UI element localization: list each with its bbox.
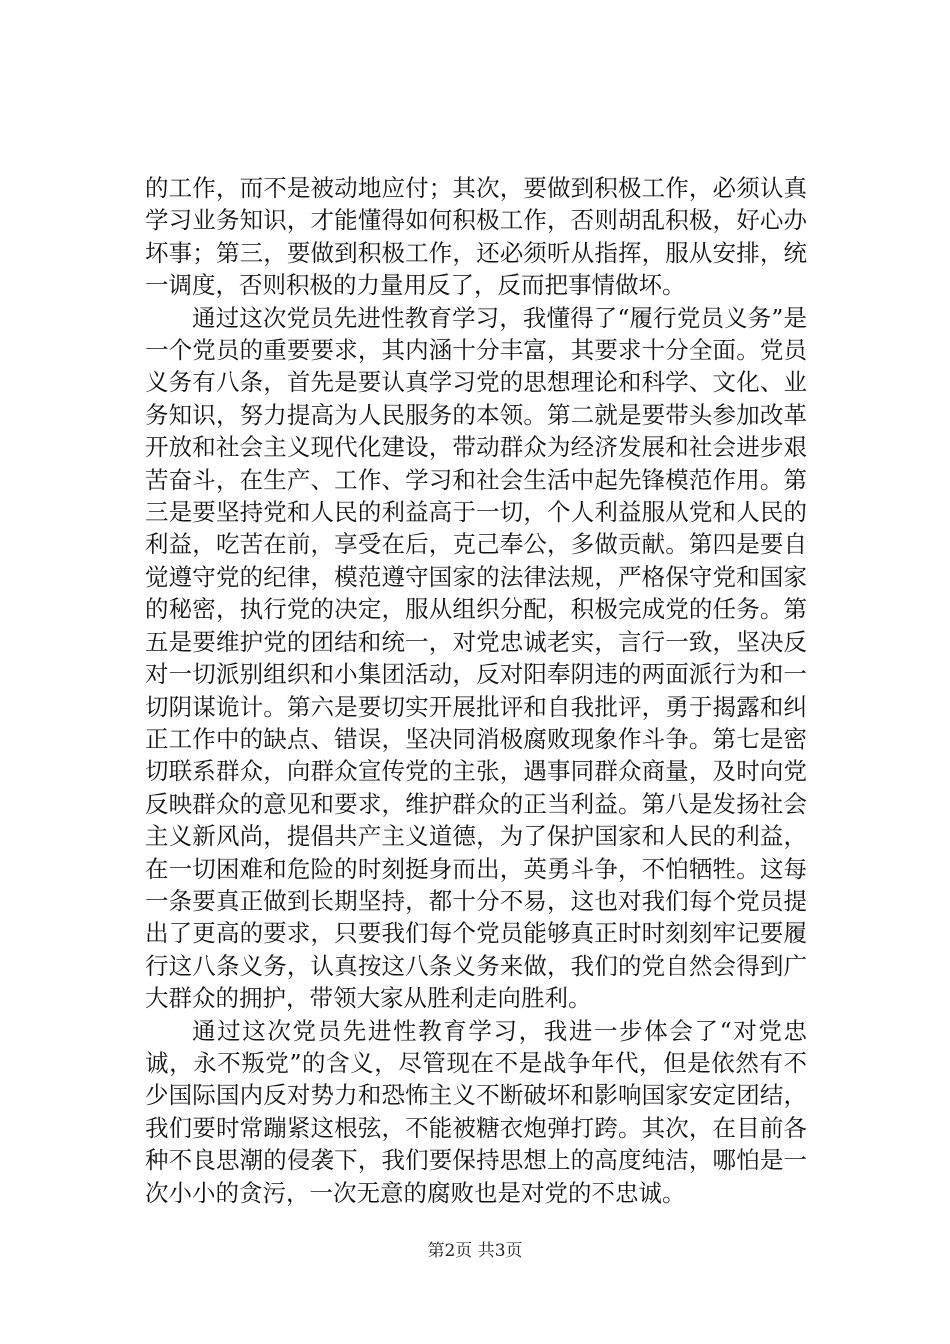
- document-body: [145, 172, 807, 1209]
- page-footer: 第2页 共3页: [427, 1241, 523, 1261]
- paragraph-3: 通过这次党员先进性教育学习，我进一步体会了“对党忠诚，永不叛党”的含义，尽管现在不是战争年代，但是依然有不少国际国内反对势力和恐怖主义不断破坏和影响国家安定团结，我们要时常蹦紧这根弦，不能被糖衣炮弹打跨。其次，在目前各种不良思潮的侵袭下，我们要保持思想上的高度纯洁，哪怕是一次小小的贪污，一次无意的腐败也是对党的不忠诚。: [145, 1016, 807, 1207]
- paragraph-1: 的工作，而不是被动地应付；其次，要做到积极工作，必须认真学习业务知识，才能懂得如何积极工作，否则胡乱积极，好心办坏事；第三，要做到积极工作，还必须听从指挥，服从安排，统一调度，否则积极的力量用反了，反而把事情做坏。: [145, 174, 807, 300]
- paragraph-2: 通过这次党员先进性教育学习，我懂得了“履行党员义务”是一个党员的重要要求，其内涵十分丰富，其要求十分全面。党员义务有八条，首先是要认真学习党的思想理论和科学、文化、业务知识，努力提高为人民服务的本领。第二就是要带头参加改革开放和社会主义现代化建设，带动群众为经济发展和社会进步艰苦奋斗，在生产、工作、学习和社会生活中起先锋模范作用。第三是要坚持党和人民的利益高于一切，个人利益服从党和人民的利益，吃苦在前，享受在后，克己奉公，多做贡献。第四是要自觉遵守党的纪律，模范遵守国家的法律法规，严格保守党和国家的秘密，执行党的决定，服从组织分配，积极完成党的任务。第五是要维护党的团结和统一，对党忠诚老实，言行一致，坚决反对一切派别组织和小集团活动，反对阳奉阴违的两面派行为和一切阴谋诡计。第六是要切实开展批评和自我批评，勇于揭露和纠正工作中的缺点、错误，坚决同消极腐败现象作斗争。第七是密切联系群众，向群众宣传党的主张，遇事同群众商量，及时向党反映群众的意见和要求，维护群众的正当利益。第八是发扬社会主义新风尚，提倡共产主义道德，为了保护国家和人民的利益，在一切困难和危险的时刻挺身而出，英勇斗争，不怕牺牲。这每一条要真正做到长期坚持，都十分不易，这也对我们每个党员提出了更高的要求，只要我们每个党员能够真正时时刻刻牢记要履行这八条义务，认真按这八条义务来做，我们的党自然会得到广大群众的拥护，带领大家从胜利走向胜利。: [145, 303, 807, 1013]
